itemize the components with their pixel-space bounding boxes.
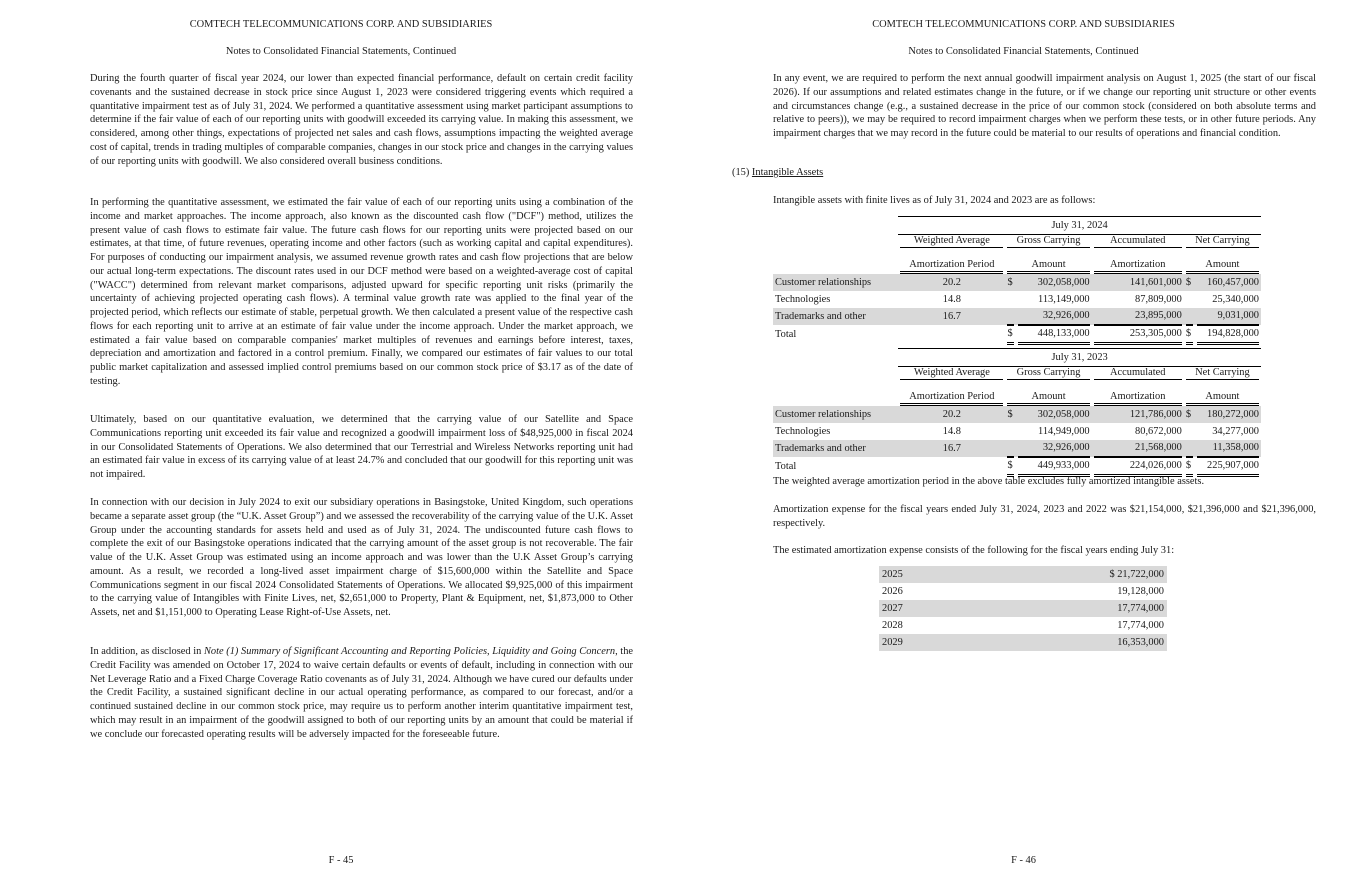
paragraph-uk-asset-group: In connection with our decision in July 2024 to exit our subsidiary operations in Basingstoke, United Kingdom, such operations became a separate asset group (the “U.K. Asset Group”) and we assessed the recoverability of the carrying value of the U.K. Asset Group under the accounting standards for assets held and used as of July 31, 2024. The undiscounted future cash flows to complete the exit of our Basingstoke operations indicated that the carrying amount of the asset group is not recoverable. The fair value of the U.K. Asset Group was estimated using an income approach and was lower than the U.K Asset Group’s carrying amount. As a result, we recorded a long-lived asset impairment charge of $15,600,000 within the Satellite and Space Communications segment in our fiscal 2024 Consolidated Statements of Operations. We allocated $9,925,000 of this impairment to the carrying value of Intangibles with Finite Lives, net, $2,651,000 to Property, Plant & Equipment, net, $1,873,000 to Other Assets, net and $1,151,000 to Operating Lease Right-of-Use Assets, net. — [90, 497, 633, 618]
paragraph-goodwill-triggering: During the fourth quarter of fiscal year 2024, our lower than expected financial performance, default on certain credit facility covenants and the sustained decrease in stock price since August 1, 2023 were considered triggering events which required a quantitative impairment test as of July 31, 2024. We performed a quantitative assessment using market participant assumptions to determine if the fair value of each of our reporting units with goodwill exceeded its carrying value. In making this assessment, we considered, among other things, expectations of projected net sales and cash flows, assumptions impacting the weighted average cost of capital, trends in trading multiples of comparable companies, changes in our stock price and changes in the carrying values of our reporting units with goodwill. We also considered overall business conditions. — [90, 73, 633, 167]
table-row: 2029 16,353,000 — [879, 634, 1167, 651]
note-reference[interactable]: Note (1) Summary of Significant Accounting and Reporting Policies, Liquidity and Going Concern — [203, 646, 616, 657]
page-number: F - 46 — [1011, 855, 1036, 866]
paragraph-credit-facility: In addition, as disclosed in Note (1) Summary of Significant Accounting and Reporting Policies, Liquidity and Going Concern, the Credit Facility was amended on October 17, 2024 to waive certain defaults or events of default, including in connection with our Net Leverage Ratio and a Fixed Charge Coverage Ratio covenants as of July 31, 2024. Although we have cured our defaults under the Credit Facility, a sustained significant decline in our actual operating performance, as compared to our forecast, and/or a continued sustained decline in our common stock price, may require us to perform another interim quantitative impairment test, which may result in an impairment of the goodwill assigned to both of our reporting units by an amount that could be material if we conclude our forecasted operating results will be adversely impacted for the foreseeable future. — [90, 646, 634, 740]
paragraph-impairment-result: Ultimately, based on our quantitative evaluation, we determined that the carrying value of our Satellite and Space Communications reporting unit exceeded its fair value and recognized a goodwill impairment loss of $48,925,000 in fiscal 2024 in our Consolidated Statements of Operations. We also determined that our Terrestrial and Wireless Networks reporting unit had an estimated fair value in excess of its carrying value of at least 24.7% and concluded that our goodwill for this reporting unit was not impaired. — [90, 414, 633, 480]
intangible-intro: Intangible assets with finite lives as of July 31, 2024 and 2023 are as follows: — [773, 195, 1096, 206]
period-header: July 31, 2024 — [898, 216, 1261, 235]
paragraph-future-amortization-intro: The estimated amortization expense consists of the following for the fiscal years ending July 31: — [773, 545, 1175, 556]
company-header: COMTECH TELECOMMUNICATIONS CORP. AND SUBSIDIARIES — [189, 19, 493, 30]
company-header: COMTECH TELECOMMUNICATIONS CORP. AND SUBSIDIARIES — [872, 19, 1175, 30]
section-heading-intangible-assets: (15) Intangible Assets — [732, 167, 824, 178]
paragraph-amortization-expense: Amortization expense for the fiscal years ended July 31, 2024, 2023 and 2022 was $21,154,000, $21,396,000 and $21,396,000, respectively. — [773, 504, 1316, 529]
intangibles-table-2023: July 31, 2023 Weighted Average Amortization Period Gross Carrying Amount Accumulated Amortization Net Carrying Amount Customer relationships 20.2 $ 302,058,000 121,786,000 $ 180,272,000 Technologies 14.8 114,949,000 80,672,000 34,277,000 Trademarks and other 16.7 32,926,000 21,568,000 11,358,000 Total $ 449,933,000 224,026,000 $ 225,907,000 — [773, 348, 1261, 477]
table-total-row: Total $ 449,933,000 224,026,000 $ 225,907,000 — [773, 457, 1261, 477]
period-header: July 31, 2023 — [898, 348, 1261, 367]
table-row: 2026 19,128,000 — [882, 586, 1164, 597]
table-row: Customer relationships 20.2 $ 302,058,000 141,601,000 $ 160,457,000 — [773, 274, 1261, 291]
table-row: Technologies 14.8 113,149,000 87,809,000 25,340,000 — [775, 293, 1259, 305]
page-f46 — [682, 0, 1365, 889]
table-row: Trademarks and other 16.7 32,926,000 23,895,000 9,031,000 — [773, 308, 1261, 325]
notes-subtitle: Notes to Consolidated Financial Statements, Continued — [908, 46, 1139, 57]
paragraph-quantitative-assessment: In performing the quantitative assessment, we estimated the fair value of each of our reporting units using a combination of the income and market approaches. The income approach, also known as the discounted cash flow ("DCF") method, utilizes the present value of cash flows to estimate fair value. The future cash flows for our reporting units were projected based on our estimates, at that time, of future revenues, operating income and other factors (such as working capital and capital expenditures). For purposes of conducting our impairment analysis, we assumed revenue growth rates and cash flow projections that are below our actual long-term expectations. The discount rates used in our DCF method were based on a weighted-average cost of capital ("WACC") determined from relevant market comparisons, adjusted upward for specific reporting unit risks (primarily the uncertainty of achieving projected operating cash flows). A terminal value growth rate was applied to the final year of the projected period, which reflects our estimate of stable, perpetual growth. We then calculated a present value of the respective cash flows for each reporting unit to arrive at an estimate of fair value under the income approach. Under the market approach, we estimated a fair value based on comparable companies' market multiples of revenues and earnings before interest, taxes, depreciation and amortization and factored in a control premium. Finally, we compared our estimates of fair values to our total public market capitalization and assessed implied control premiums based on our common stock price of $3.17 as of the date of testing. — [90, 197, 633, 387]
table-row: 2025 $ 21,722,000 — [879, 566, 1167, 583]
future-amortization-table — [879, 566, 1167, 651]
table-row: Trademarks and other 16.7 32,926,000 21,568,000 11,358,000 — [773, 440, 1261, 457]
table-row: Technologies 14.8 114,949,000 80,672,000 34,277,000 — [775, 425, 1259, 437]
table-row: 2028 17,774,000 — [882, 620, 1164, 631]
paragraph-wap-note: The weighted average amortization period in the above table excludes fully amortized intangible assets. — [773, 476, 1205, 487]
page-number: F - 45 — [328, 855, 354, 866]
notes-subtitle: Notes to Consolidated Financial Statements, Continued — [225, 46, 457, 57]
paragraph-annual-impairment: In any event, we are required to perform the next annual goodwill impairment analysis on August 1, 2025 (the start of our fiscal 2026). If our assumptions and related estimates change in the future, or if we change our reporting unit structure or other events and circumstances change (e.g., a sustained decrease in the price of our common stock (considered on both absolute terms and relative to peers)), we may be required to record impairment charges when we perform these tests, or in other future periods. Any impairment charges that we may record in the future could be material to our results of operations and financial condition. — [773, 73, 1316, 139]
table-total-row: Total $ 448,133,000 253,305,000 $ 194,828,000 — [773, 325, 1261, 345]
table-row: 2027 17,774,000 — [879, 600, 1167, 617]
table-row: Customer relationships 20.2 $ 302,058,000 121,786,000 $ 180,272,000 — [773, 406, 1261, 423]
page-f45 — [0, 0, 682, 889]
intangibles-table-2024: July 31, 2024 Weighted Average Amortization Period Gross Carrying Amount Accumulated Amortization Net Carrying Amount Customer relationships 20.2 $ 302,058,000 141,601,000 $ 160,457,000 Technologies 14.8 113,149,000 87,809,000 25,340,000 Trademarks and other 16.7 32,926,000 23,895,000 9,031,000 Total $ 448,133,000 253,305,000 $ 194,828,000 — [773, 216, 1261, 345]
